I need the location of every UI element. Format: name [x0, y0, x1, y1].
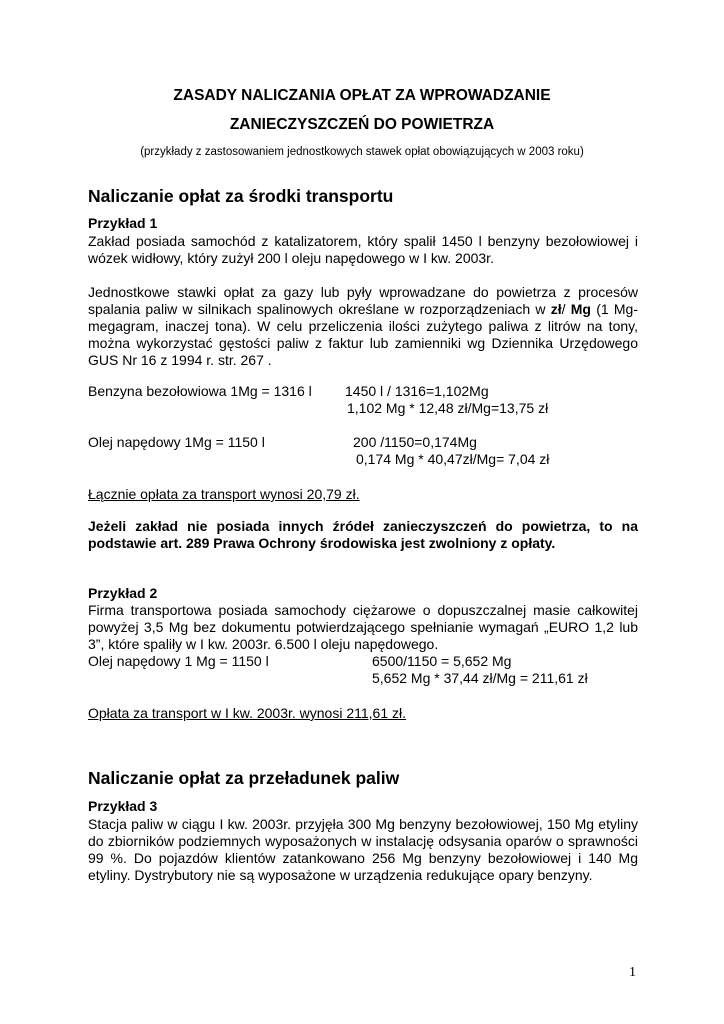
section-heading-transport: Naliczanie opłat za środki transportu — [88, 186, 394, 206]
example-2-intro: Firma transportowa posiada samochody ciężarowe o dopuszczalnej masie całkowitej powyżej 3,5 Mg bez dokumentu potwierdzającego spełnianie wymagań „EURO 1,2 lub 3”, które spaliły w I kw. 2003r. 6.500 l oleju napędowego. — [88, 602, 638, 652]
example-2-total: Opłata za transport w I kw. 2003r. wynosi 211,61 zł. — [88, 705, 407, 721]
rates-paragraph-part-1: Jednostkowe stawki opłat za gazy lub pyły wprowadzane do powietrza z procesów spalania paliw w silnikach spalinowych określane w rozporządzeniach w — [88, 284, 638, 317]
document-title-line-1: ZASADY NALICZANIA OPŁAT ZA WPROWADZANIE — [173, 87, 551, 104]
page-number: 1 — [629, 965, 636, 980]
example-1-label: Przykład 1 — [88, 215, 158, 231]
petrol-calc-2: 1,102 Mg * 12,48 zł/Mg=13,75 zł — [347, 400, 549, 416]
diesel-calc-1: 200 /1150=0,174Mg — [353, 434, 477, 450]
example-2-diesel-label: Olej napędowy 1 Mg = 1150 l — [88, 653, 269, 669]
example-3-text: Stacja paliw w ciągu I kw. 2003r. przyjęła 300 Mg benzyny bezołowiowej, 150 Mg etyliny do zbiorników podziemnych wyposażonych w instalację odsysania oparów o sprawności 99 %. Do pojazdów klientów zatankowano 256 Mg benzyny bezołowiowej i 140 Mg etyliny. Dystrybutory nie są wyposażone w urządzenia redukujące opary benzyny. — [88, 816, 638, 883]
example-2-calc-1: 6500/1150 = 5,652 Mg — [372, 653, 512, 669]
diesel-calc-2: 0,174 Mg * 40,47zł/Mg= 7,04 zł — [356, 451, 550, 467]
unit-zl: zł — [550, 301, 562, 317]
example-1-rates-paragraph — [88, 284, 638, 369]
unit-mg: Mg — [570, 301, 591, 317]
example-3-label: Przykład 3 — [88, 798, 158, 814]
example-1-total: Łącznie opłata za transport wynosi 20,79 zł. — [88, 486, 360, 502]
diesel-density-label: Olej napędowy 1Mg = 1150 l — [88, 434, 265, 450]
rates-paragraph-part-2: (1 Mg-megagram, inaczej tona). W celu przeliczenia ilości zużytego paliwa z litrów na tony, można wykorzystać gęstości paliw z faktur lub zamienniki wg Dziennika Urzędowego GUS Nr 16 z 1994 r. str. 267 . — [88, 301, 639, 368]
example-1-intro: Zakład posiada samochód z katalizatorem, który spalił 1450 l benzyny bezołowiowej i wózek widłowy, który zużył 200 l oleju napędowego w I kw. 2003r. — [88, 233, 638, 266]
section-heading-fuel-transfer: Naliczanie opłat za przeładunek paliw — [88, 768, 400, 788]
document-title-line-2: ZANIECZYSZCZEŃ DO POWIETRZA — [229, 116, 495, 133]
document-subtitle: (przykłady z zastosowaniem jednostkowych stawek opłat obowiązujących w 2003 roku) — [140, 146, 584, 158]
example-1-exemption-note: Jeżeli zakład nie posiada innych źródeł zanieczyszczeń do powietrza, to na podstawie art. 289 Prawa Ochrony środowiska jest zwolniony z opłaty. — [88, 518, 638, 551]
petrol-density-label: Benzyna bezołowiowa 1Mg = 1316 l — [88, 383, 312, 399]
petrol-calc-1: 1450 l / 1316=1,102Mg — [345, 383, 489, 399]
example-2-label: Przykład 2 — [88, 585, 158, 601]
unit-separator: / — [561, 301, 571, 317]
example-2-calc-2: 5,652 Mg * 37,44 zł/Mg = 211,61 zł — [372, 670, 588, 686]
